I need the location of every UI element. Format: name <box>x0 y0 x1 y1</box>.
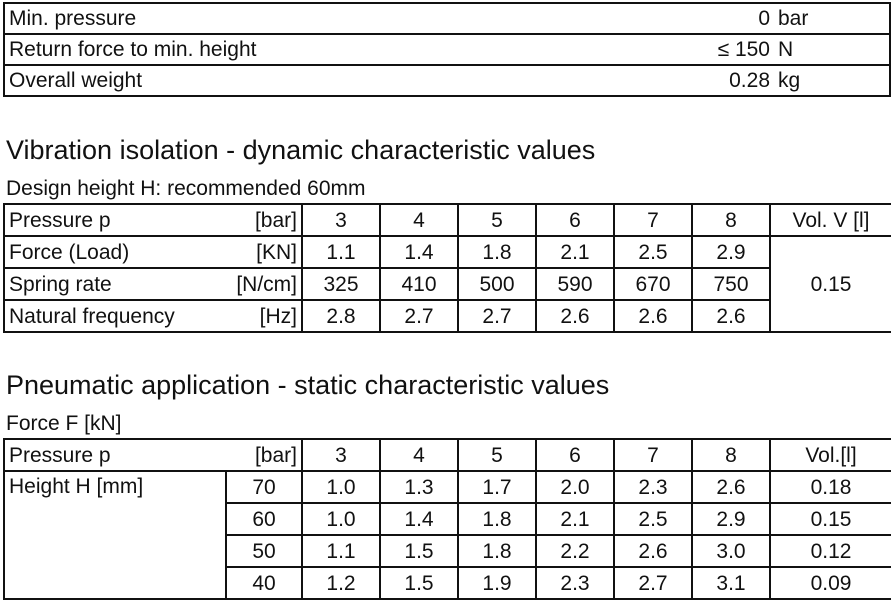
table-cell: 2.7 <box>614 567 692 599</box>
table-cell: 2.5 <box>614 503 692 535</box>
table-cell: 2.0 <box>536 471 614 503</box>
pneumatic-subtitle: Force F [kN] <box>6 412 122 435</box>
table-cell: 2.5 <box>614 236 692 268</box>
table-cell: 2.6 <box>614 535 692 567</box>
header-cell: 6 <box>536 204 614 236</box>
vol-cell: 0.18 <box>770 471 891 503</box>
height-cell: 60 <box>226 503 302 535</box>
table-cell: 1.1 <box>302 535 380 567</box>
row-name: Force (Load) <box>4 236 226 268</box>
table-cell: 1.7 <box>458 471 536 503</box>
header-cell: 7 <box>614 204 692 236</box>
volume-cell: 0.15 <box>770 236 891 332</box>
table-cell: 1.1 <box>302 236 380 268</box>
table-cell: 2.7 <box>380 300 458 332</box>
row-unit: [KN] <box>226 236 302 268</box>
pneumatic-table <box>3 438 891 600</box>
spec-row <box>4 34 890 65</box>
table-row <box>4 471 891 503</box>
spec-name: Overall weight <box>4 65 624 96</box>
table-cell: 2.9 <box>692 503 770 535</box>
height-cell: 50 <box>226 535 302 567</box>
spec-unit: bar <box>774 3 890 34</box>
table-cell: 2.9 <box>692 236 770 268</box>
header-cell: 5 <box>458 439 536 471</box>
table-cell: 670 <box>614 268 692 300</box>
table-cell: 2.7 <box>458 300 536 332</box>
spec-value: 0.28 <box>624 65 774 96</box>
header-unit: [bar] <box>226 204 302 236</box>
vol-cell: 0.09 <box>770 567 891 599</box>
table-cell: 1.8 <box>458 236 536 268</box>
table-cell: 1.4 <box>380 236 458 268</box>
spec-unit: N <box>774 34 890 65</box>
table-cell: 1.5 <box>380 567 458 599</box>
height-cell: 70 <box>226 471 302 503</box>
height-label: Height H [mm] <box>4 471 226 599</box>
table-cell: 1.8 <box>458 503 536 535</box>
header-cell: 4 <box>380 439 458 471</box>
table-cell: 3.0 <box>692 535 770 567</box>
table-cell: 325 <box>302 268 380 300</box>
height-cell: 40 <box>226 567 302 599</box>
table-cell: 1.0 <box>302 471 380 503</box>
spec-unit: kg <box>774 65 890 96</box>
row-unit: [N/cm] <box>226 268 302 300</box>
vol-cell: 0.12 <box>770 535 891 567</box>
table-row <box>4 236 891 268</box>
vol-cell: 0.15 <box>770 503 891 535</box>
header-cell: 7 <box>614 439 692 471</box>
spec-name: Return force to min. height <box>4 34 624 65</box>
table-row <box>4 300 891 332</box>
row-unit: [Hz] <box>226 300 302 332</box>
table-cell: 2.6 <box>614 300 692 332</box>
table-cell: 1.4 <box>380 503 458 535</box>
header-cell: 8 <box>692 204 770 236</box>
header-vol: Vol.[l] <box>770 439 891 471</box>
spec-name: Min. pressure <box>4 3 624 34</box>
table-cell: 1.3 <box>380 471 458 503</box>
vibration-title: Vibration isolation - dynamic characteristic values <box>6 135 596 165</box>
pneumatic-header-row <box>4 439 891 471</box>
spec-row <box>4 65 890 96</box>
header-cell: 3 <box>302 439 380 471</box>
header-name: Pressure p <box>4 439 226 471</box>
table-cell: 1.0 <box>302 503 380 535</box>
spec-table <box>3 2 891 97</box>
table-cell: 2.3 <box>614 471 692 503</box>
header-cell: 3 <box>302 204 380 236</box>
header-cell: 6 <box>536 439 614 471</box>
header-cell: 8 <box>692 439 770 471</box>
vibration-header-row <box>4 204 891 236</box>
header-name: Pressure p <box>4 204 226 236</box>
table-cell: 3.1 <box>692 567 770 599</box>
header-vol: Vol. V [l] <box>770 204 891 236</box>
table-cell: 2.6 <box>536 300 614 332</box>
table-cell: 410 <box>380 268 458 300</box>
header-cell: 4 <box>380 204 458 236</box>
table-cell: 1.8 <box>458 535 536 567</box>
table-cell: 2.8 <box>302 300 380 332</box>
header-cell: 5 <box>458 204 536 236</box>
row-name: Natural frequency <box>4 300 226 332</box>
spec-value: 0 <box>624 3 774 34</box>
spec-value: ≤ 150 <box>624 34 774 65</box>
table-cell: 2.6 <box>692 300 770 332</box>
header-unit: [bar] <box>226 439 302 471</box>
vibration-table <box>3 203 891 333</box>
row-name: Spring rate <box>4 268 226 300</box>
table-cell: 1.2 <box>302 567 380 599</box>
pneumatic-title: Pneumatic application - static characteristic values <box>6 370 610 400</box>
table-cell: 2.2 <box>536 535 614 567</box>
table-cell: 2.3 <box>536 567 614 599</box>
table-cell: 590 <box>536 268 614 300</box>
table-cell: 2.1 <box>536 236 614 268</box>
table-cell: 1.9 <box>458 567 536 599</box>
table-cell: 1.5 <box>380 535 458 567</box>
vibration-subtitle: Design height H: recommended 60mm <box>6 177 366 200</box>
table-cell: 2.1 <box>536 503 614 535</box>
spec-row <box>4 3 890 34</box>
table-cell: 2.6 <box>692 471 770 503</box>
table-row <box>4 268 891 300</box>
table-cell: 750 <box>692 268 770 300</box>
table-cell: 500 <box>458 268 536 300</box>
